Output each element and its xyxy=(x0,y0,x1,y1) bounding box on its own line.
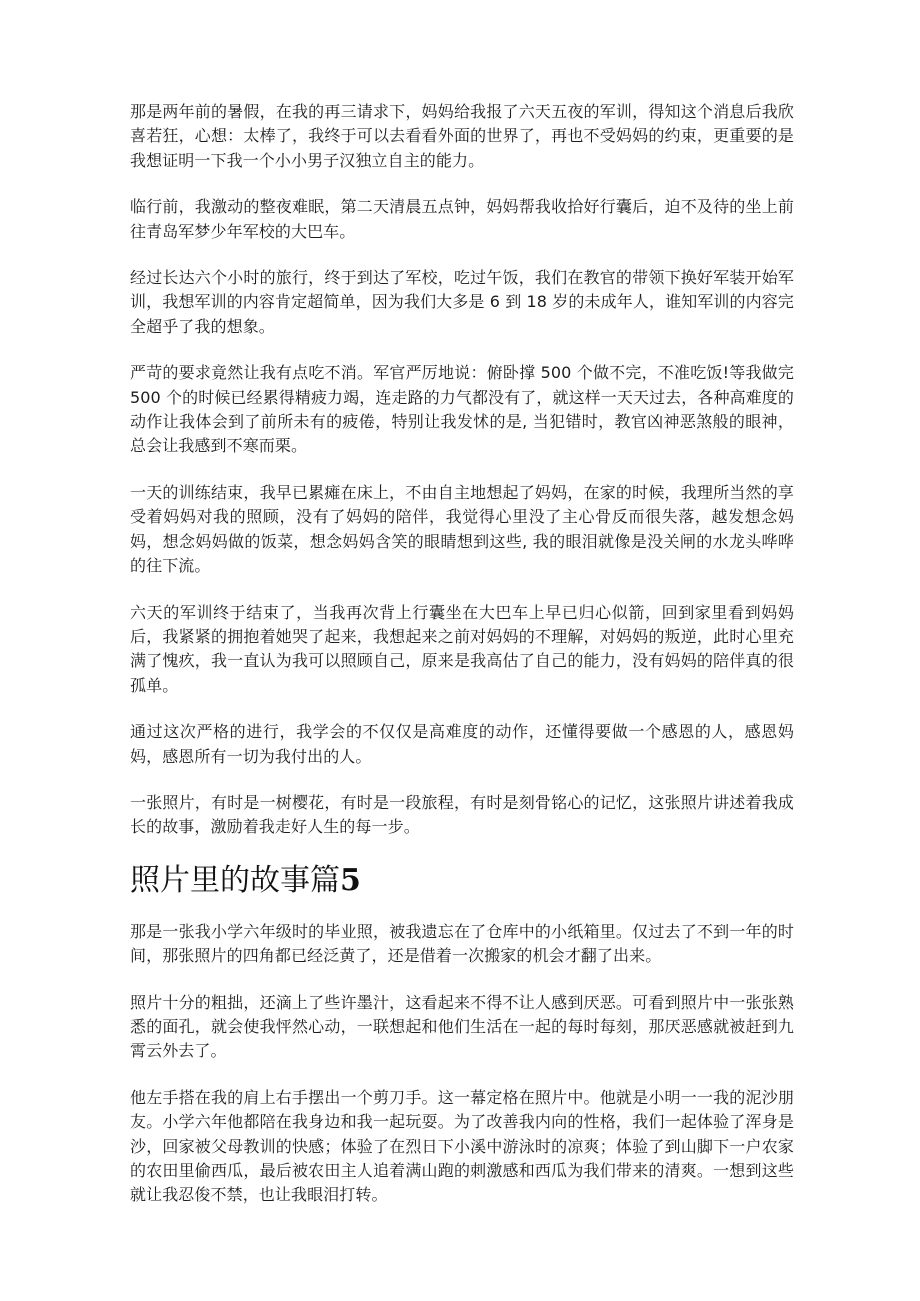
paragraph: 照片十分的粗拙，还滴上了些许墨汁，这看起来不得不让人感到厌恶。可看到照片中一张张熟悉的面孔，就会使我怦然心动，一联想起和他们生活在一起的每时每刻，那厌恶感就被赶到九霄云外去了。 xyxy=(130,992,794,1061)
paragraph: 那是两年前的暑假，在我的再三请求下，妈妈给我报了六天五夜的军训，得知这个消息后我欣喜若狂，心想：太棒了，我终于可以去看看外面的世界了，再也不受妈妈的约束，更重要的是我想证明一下我一个小小男子汉独立自主的能力。 xyxy=(130,102,794,170)
paragraph: 一天的训练结束，我早已累瘫在床上，不由自主地想起了妈妈，在家的时候，我理所当然的享受着妈妈对我的照顾，没有了妈妈的陪伴，我觉得心里没了主心骨反而很失落，越发想念妈妈，想念妈妈做的饭菜，想念妈妈含笑的眼睛想到这些, 我的眼泪就像是没关闸的水龙头哗哗的往下流。 xyxy=(130,482,794,576)
paragraph: 那是一张我小学六年级时的毕业照，被我遗忘在了仓库中的小纸箱里。仅过去了不到一年的时间，那张照片的四角都已经泛黄了，还是借着一次搬家的机会才翻了出来。 xyxy=(130,921,794,966)
paragraph: 六天的军训终于结束了，当我再次背上行囊坐在大巴车上早已归心似箭，回到家里看到妈妈后，我紧紧的拥抱着她哭了起来，我想起来之前对妈妈的不理解，对妈妈的叛逆，此时心里充满了愧疚，我一直认为我可以照顾自己，原来是我高估了自己的能力，没有妈妈的陪伴真的很孤单。 xyxy=(130,602,794,695)
paragraph: 一张照片，有时是一树樱花，有时是一段旅程，有时是刻骨铭心的记忆，这张照片讲述着我成长的故事，激励着我走好人生的每一步。 xyxy=(130,792,794,837)
paragraph: 经过长达六个小时的旅行，终于到达了军校，吃过午饭，我们在教官的带领下换好军装开始军训，我想军训的内容肯定超简单，因为我们大多是 6 到 18 岁的未成年人，谁知军训的内容完全超乎了我的想象。 xyxy=(130,268,794,336)
paragraph: 他左手搭在我的肩上右手摆出一个剪刀手。这一幕定格在照片中。他就是小明一一我的泥沙朋友。小学六年他都陪在我身边和我一起玩耍。为了改善我内向的性格，我们一起体验了浑身是沙，回家被父母教训的快感；体验了在烈日下小溪中游泳时的凉爽；体验了到山脚下一户农家的农田里偷西瓜，最后被农田主人追着满山跑的刺激感和西瓜为我们带来的清爽。一想到这些就让我忍俊不禁，也让我眼泪打转。 xyxy=(130,1087,794,1205)
document-body xyxy=(130,100,794,1230)
paragraph: 临行前，我激动的整夜难眠，第二天清晨五点钟，妈妈帮我收拾好行囊后，迫不及待的坐上前往青岛军梦少年军校的大巴车。 xyxy=(130,197,794,241)
section-heading-number: 5 xyxy=(340,862,361,898)
section-heading-text: 照片里的故事篇 xyxy=(130,862,340,898)
paragraph: 严苛的要求竟然让我有点吃不消。军官严厉地说：俯卧撑 500 个做不完，不准吃饭!等我做完 500 个的时候已经累得精疲力竭，连走路的力气都没有了，就这样一天天过去，各种高难度的动作让我体会到了前所未有的疲倦，特别让我发怵的是, 当犯错时，教官凶神恶煞般的眼神，总会让我感到不寒而栗。 xyxy=(130,363,794,456)
section-heading xyxy=(130,862,794,900)
paragraph: 通过这次严格的进行，我学会的不仅仅是高难度的动作，还懂得要做一个感恩的人，感恩妈妈，感恩所有一切为我付出的人。 xyxy=(130,722,794,766)
